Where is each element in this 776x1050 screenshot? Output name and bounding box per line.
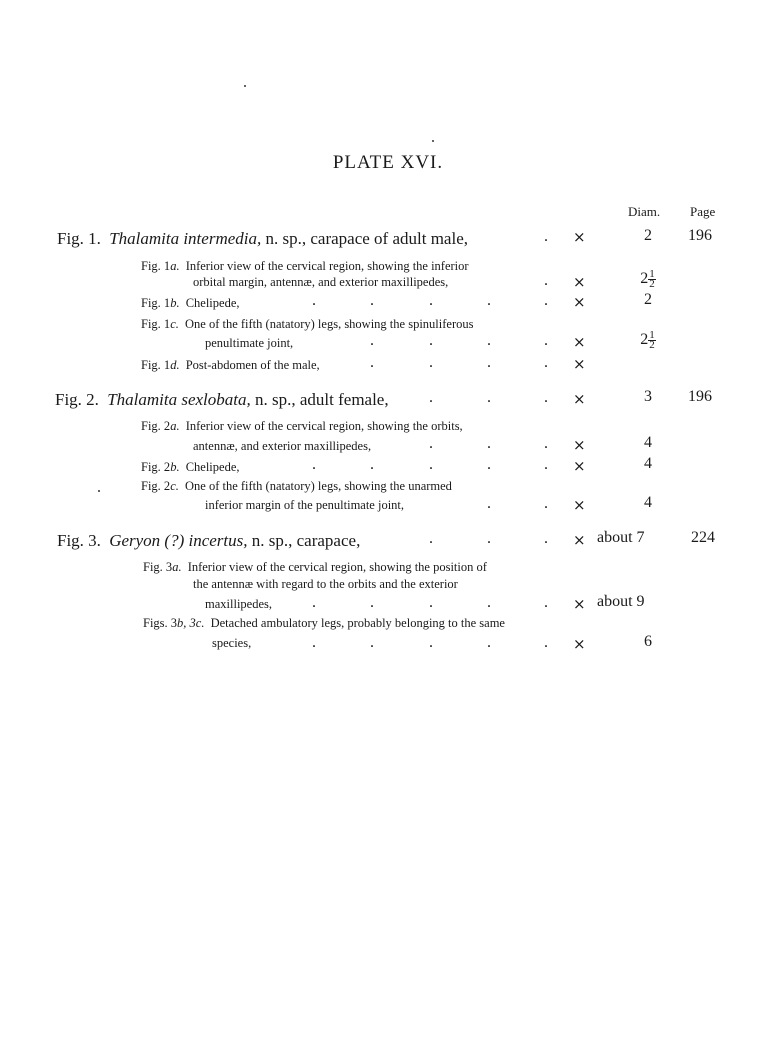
cross-mark: × xyxy=(573,595,586,613)
fig1-main-line xyxy=(57,229,468,249)
fig2-page: 196 xyxy=(688,388,712,405)
fig2b-diam: 4 xyxy=(644,455,652,472)
fig1-label: Fig. 1. xyxy=(57,229,101,248)
cross-mark: × xyxy=(573,333,586,351)
fig3bc-line1: Figs. 3b, 3c. Detached ambulatory legs, probably belonging to the same xyxy=(143,616,505,630)
cross-mark: × xyxy=(573,496,586,514)
cross-mark: × xyxy=(573,293,586,311)
fig2-diam: 3 xyxy=(644,388,652,405)
fig1a-label: Fig. 1a. xyxy=(141,259,180,273)
fig1a-diam: 2 $\frac{1}{2}$ xyxy=(640,268,655,290)
fig3bc-diam: 6 xyxy=(644,633,652,650)
cross-mark: × xyxy=(573,390,586,408)
fig1b-diam: 2 xyxy=(644,291,652,308)
fig3-page: 224 xyxy=(691,529,715,546)
plate-title: PLATE XVI. xyxy=(332,152,444,173)
fig1c-line1: Fig. 1c. One of the fifth (natatory) legs, showing the spinuliferous xyxy=(141,317,474,331)
page-column-header: Page xyxy=(690,204,716,219)
fig1-page: 196 xyxy=(688,227,712,244)
fig1d-line1: Fig. 1d. Post-abdomen of the male, xyxy=(141,358,320,372)
fig2c-line1: Fig. 2c. One of the fifth (natatory) legs, showing the unarmed xyxy=(141,479,452,493)
fig2a-line2: antennæ, and exterior maxillipedes, xyxy=(193,439,372,453)
cross-mark: × xyxy=(573,457,586,475)
cross-mark: × xyxy=(573,531,586,549)
scan-speck xyxy=(244,85,246,87)
scan-speck xyxy=(432,140,434,142)
fig3a-line1: Fig. 3a. Inferior view of the cervical region, showing the position of xyxy=(143,560,487,574)
fig2-genus: Thalamita sexlobata, xyxy=(107,390,251,409)
leader-dots: . xyxy=(544,228,548,245)
fig1b-line1: Fig. 1b. Chelipede, xyxy=(141,296,240,310)
fig2-label: Fig. 2. xyxy=(55,390,99,409)
fig3bc-line2: species, xyxy=(212,636,252,650)
cross-mark: × xyxy=(573,436,586,454)
leader-dots: . xyxy=(544,272,548,289)
fig2-desc: n. sp., adult female, xyxy=(255,390,389,409)
fig2c-diam: 4 xyxy=(644,494,652,511)
fig3a-line2: the antennæ with regard to the orbits and the exterior xyxy=(193,577,458,591)
fig3-label: Fig. 3. xyxy=(57,531,101,550)
fig3-genus: Geryon (?) incertus, xyxy=(109,531,248,550)
cross-mark: × xyxy=(573,228,586,246)
scan-speck xyxy=(98,490,100,492)
fig1c-line2: penultimate joint, xyxy=(205,336,294,350)
fig3a-line3: maxillipedes, xyxy=(205,597,272,611)
cross-mark: × xyxy=(573,355,586,373)
diam-column-header: Diam. xyxy=(628,204,661,219)
fig1-desc: n. sp., carapace of adult male, xyxy=(265,229,468,248)
fig3-diam: about 7 xyxy=(597,529,645,546)
fig2c-line2: inferior margin of the penultimate joint, xyxy=(205,498,405,512)
fig3-main-line xyxy=(57,531,360,551)
document-page: PLATE XVI. Diam. Page Fig. 1. Thalamita intermedia, n. sp., carapace of adult male, . × 2 196 Fig. 1a. Inferior view of the cervical region, showing the inferior orbital margin, antennæ, and exterior maxillipedes, . × 2 $\frac{1}{2}$ Fig. 1b. Chelipede, . . . . . × 2 Fig. 1c. One of the fifth (natatory) legs, showing the spinuliferous penultimate joint, . . . . × 2 $\frac{1}{2}$ Fig. 1d. Post-abdomen of the male, . . . . × Fig. 2. Thalamita sexlobata, n. sp., adult female, . . . × 3 196 Fig. 2a. Inferior view of the cervical region, showing the orbits, antennæ, and exterior maxillipedes, . . . × 4 Fig. 2b. Chelipede, . . . . . × 4 Fig. 2c. One of the fifth (natatory) legs, showing the unarmed inferior margin of the penultimate joint, . . × 4 Fig. 3. Geryon (?) incertus, n. sp., carapace, . . . × about 7 224 Fig. 3a. Inferior view of the cervical region, showing the position of the antennæ with regard to the orbits and the exterior maxillipedes, . . . . . × about 9 Figs. 3b, 3c. Detached ambulatory legs, probably belonging to the same species, . . . . . × 6 xyxy=(0,0,776,1050)
fig1-diam: 2 xyxy=(644,227,652,244)
fig3a-diam: about 9 xyxy=(597,593,645,610)
fig2-main-line xyxy=(55,390,389,410)
cross-mark: × xyxy=(573,273,586,291)
fig1c-diam: 2 $\frac{1}{2}$ xyxy=(640,329,655,351)
fig1a-line1: Fig. 1a. Inferior view of the cervical region, showing the inferior xyxy=(141,259,469,273)
fig1-genus: Thalamita intermedia, xyxy=(109,229,262,248)
cross-mark: × xyxy=(573,635,586,653)
fig3-desc: n. sp., carapace, xyxy=(251,531,361,550)
fig2b-line1: Fig. 2b. Chelipede, xyxy=(141,460,240,474)
fig2a-diam: 4 xyxy=(644,434,652,451)
fig1a-line2: orbital margin, antennæ, and exterior maxillipedes, xyxy=(193,275,449,289)
fig2a-line1: Fig. 2a. Inferior view of the cervical region, showing the orbits, xyxy=(141,419,463,433)
